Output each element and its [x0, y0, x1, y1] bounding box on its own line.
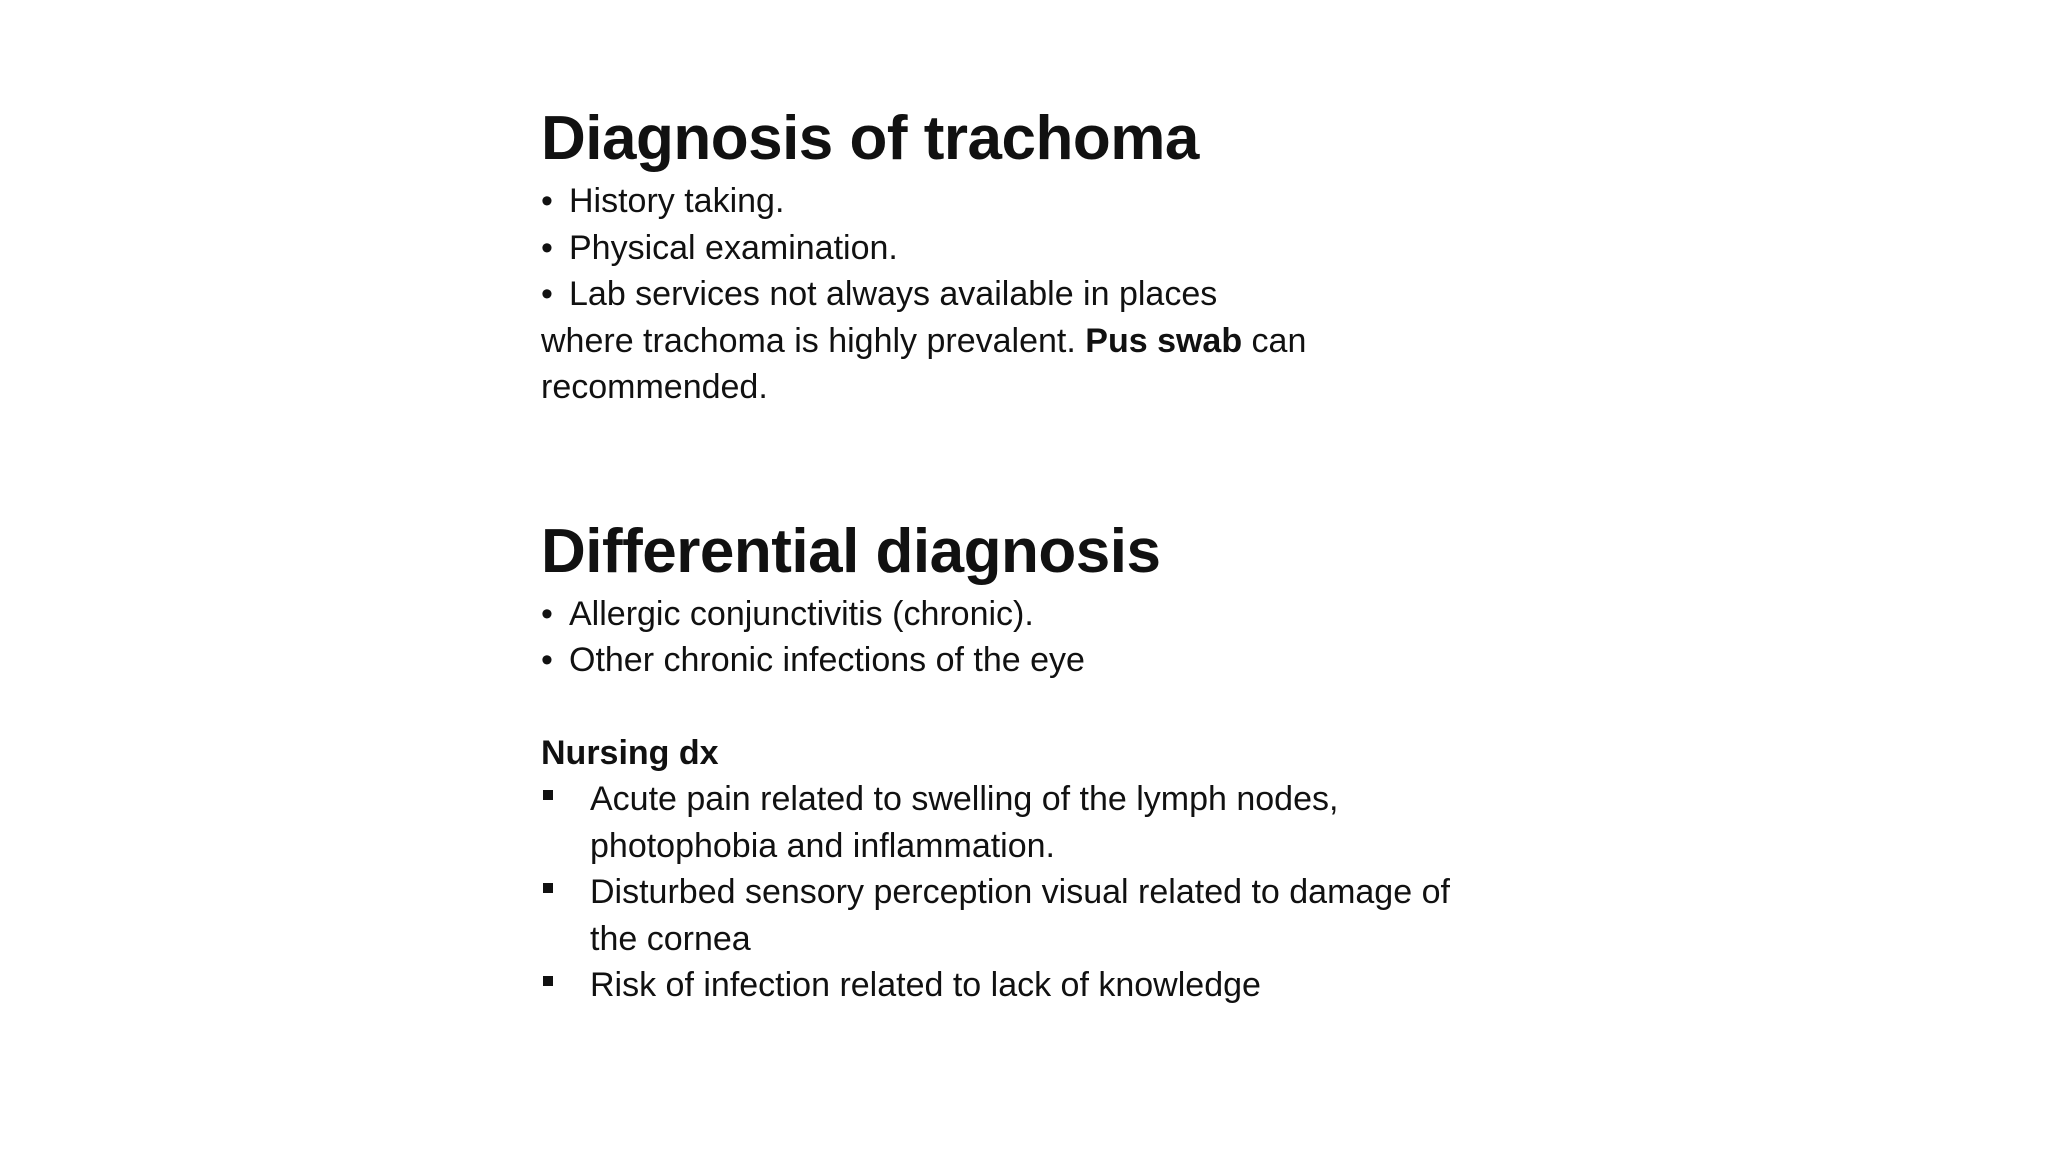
square-bullet-icon: [543, 883, 553, 893]
diagnosis-item: • Lab services not always available in places: [541, 271, 1541, 318]
bullet-icon: •: [541, 228, 553, 267]
spacer: [541, 411, 1541, 513]
bullet-icon: •: [541, 275, 553, 313]
differential-item: • Other chronic infections of the eye: [541, 637, 1541, 684]
square-bullet-icon: [543, 790, 553, 800]
differential-list: [541, 591, 1541, 684]
bullet-icon: •: [541, 594, 553, 633]
bullet-icon: •: [541, 641, 553, 679]
bullet-icon: •: [541, 182, 553, 220]
square-bullet-icon: [543, 976, 553, 986]
nursing-dx-item: Disturbed sensory perception visual related to damage of the cornea: [541, 869, 1541, 962]
diagnosis-item: • Physical examination.: [541, 225, 1541, 272]
pus-swab-emphasis: Pus swab: [1085, 321, 1243, 360]
nursing-dx-title: Nursing dx: [541, 733, 719, 772]
diagnosis-continuation: where trachoma is highly prevalent. Pus swab can: [541, 321, 1307, 360]
diagnosis-title: Diagnosis of trachoma: [541, 104, 1199, 173]
diagnosis-item: • History taking.: [541, 178, 1541, 225]
diagnosis-continuation-end: recommended.: [541, 368, 768, 406]
nursing-dx-item: Risk of infection related to lack of knowledge: [541, 962, 1541, 1009]
differential-title: Differential diagnosis: [541, 516, 1161, 586]
diagnosis-list: [541, 178, 1541, 411]
differential-item: • Allergic conjunctivitis (chronic).: [541, 591, 1541, 638]
slide-content: [541, 100, 1541, 1009]
nursing-dx-list: [541, 776, 1541, 1009]
spacer: [541, 684, 1541, 730]
nursing-dx-item: Acute pain related to swelling of the lymph nodes, photophobia and inflammation.: [541, 776, 1541, 869]
